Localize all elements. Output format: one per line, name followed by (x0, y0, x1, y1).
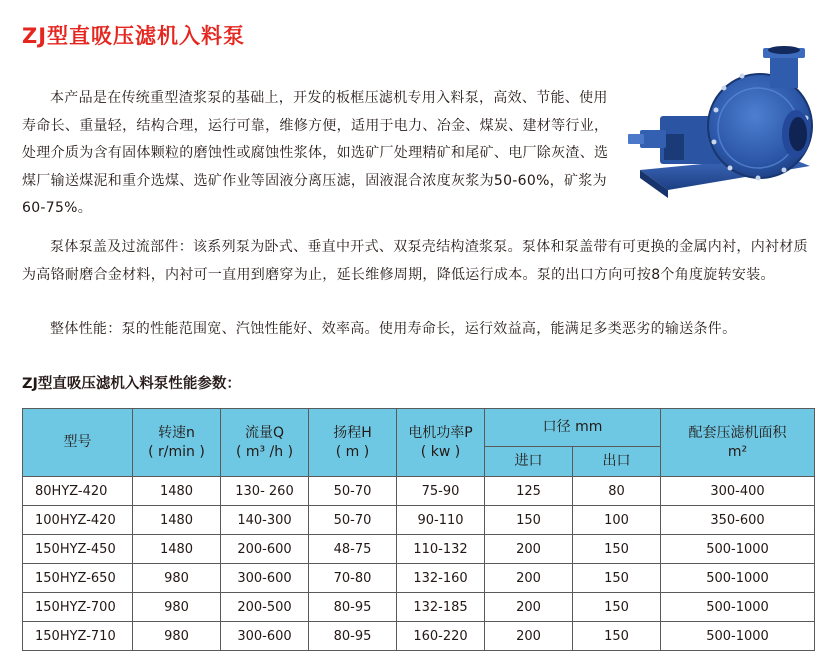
header-speed: 转速n ( r/min ) (133, 409, 221, 477)
page-title: ZJ型直吸压滤机入料泵 (22, 24, 246, 48)
cell-flow: 300-600 (221, 564, 309, 593)
cell-outlet: 80 (573, 477, 661, 506)
cell-speed: 1480 (133, 477, 221, 506)
cell-model: 150HYZ-650 (23, 564, 133, 593)
cell-head: 80-95 (309, 622, 397, 651)
cell-power: 160-220 (397, 622, 485, 651)
cell-speed: 1480 (133, 506, 221, 535)
cell-area: 500-1000 (661, 564, 815, 593)
table-row (23, 564, 815, 593)
cell-flow: 300-600 (221, 622, 309, 651)
cell-head: 80-95 (309, 593, 397, 622)
spec-section-title: ZJ型直吸压滤机入料泵性能参数： (22, 376, 241, 392)
cell-flow: 200-500 (221, 593, 309, 622)
cell-power: 75-90 (397, 477, 485, 506)
spec-table (22, 408, 815, 651)
cell-outlet: 150 (573, 535, 661, 564)
cell-area: 300-400 (661, 477, 815, 506)
cell-model: 150HYZ-700 (23, 593, 133, 622)
cell-flow: 200-600 (221, 535, 309, 564)
table-row (23, 535, 815, 564)
cell-power: 132-185 (397, 593, 485, 622)
header-head: 扬程H ( m ) (309, 409, 397, 477)
cell-power: 132-160 (397, 564, 485, 593)
cell-speed: 980 (133, 564, 221, 593)
cell-inlet: 200 (485, 622, 573, 651)
table-row (23, 477, 815, 506)
cell-inlet: 150 (485, 506, 573, 535)
header-outlet: 出口 (573, 447, 661, 477)
cell-inlet: 200 (485, 593, 573, 622)
header-power: 电机功率P ( kw ) (397, 409, 485, 477)
pump-image (620, 38, 825, 208)
header-area: 配套压滤机面积 m² (661, 409, 815, 477)
table-row (23, 506, 815, 535)
header-diameter: 口径 mm (485, 409, 661, 447)
performance-paragraph: 整体性能：泵的性能范围宽、汽蚀性能好、效率高。使用寿命长，运行效益高，能满足多类恶劣的输送条件。 (50, 321, 737, 337)
cell-head: 50-70 (309, 477, 397, 506)
cell-flow: 130- 260 (221, 477, 309, 506)
cell-area: 350-600 (661, 506, 815, 535)
cell-outlet: 150 (573, 622, 661, 651)
cell-speed: 980 (133, 622, 221, 651)
header-flow: 流量Q ( m³ /h ) (221, 409, 309, 477)
cell-outlet: 150 (573, 564, 661, 593)
cell-outlet: 100 (573, 506, 661, 535)
cell-model: 80HYZ-420 (23, 477, 133, 506)
casing-paragraph: 泵体泵盖及过流部件：该系列泵为卧式、垂直中开式、双泵壳结构渣浆泵。泵体和泵盖带有可更换的金属内衬，内衬材质为高铬耐磨合金材料，内衬可一直用到磨穿为止，延长维修周期，降低运行成本。泵的出口方向可按8个角度旋转安装。 (22, 239, 808, 283)
cell-outlet: 150 (573, 593, 661, 622)
cell-inlet: 200 (485, 564, 573, 593)
table-row (23, 622, 815, 651)
cell-inlet: 200 (485, 535, 573, 564)
cell-inlet: 125 (485, 477, 573, 506)
cell-model: 150HYZ-710 (23, 622, 133, 651)
cell-model: 100HYZ-420 (23, 506, 133, 535)
cell-power: 110-132 (397, 535, 485, 564)
cell-speed: 1480 (133, 535, 221, 564)
intro-paragraph: 本产品是在传统重型渣浆泵的基础上，开发的板框压滤机专用入料泵，高效、节能、使用寿命长、重量轻，结构合理，运行可靠，维修方便，适用于电力、冶金、煤炭、建材等行业，处理介质为含有固体颗粒的磨蚀性或腐蚀性浆体，如选矿厂处理精矿和尾矿、电厂除灰渣、选煤厂输送煤泥和重介选煤、选矿作业等固液分离压滤，固液混合浓度灰浆为50-60%，矿浆为60-75%。 (22, 90, 609, 216)
cell-power: 90-110 (397, 506, 485, 535)
header-model: 型号 (23, 409, 133, 477)
table-row (23, 593, 815, 622)
header-inlet: 进口 (485, 447, 573, 477)
cell-area: 500-1000 (661, 535, 815, 564)
cell-flow: 140-300 (221, 506, 309, 535)
cell-head: 48-75 (309, 535, 397, 564)
cell-speed: 980 (133, 593, 221, 622)
cell-model: 150HYZ-450 (23, 535, 133, 564)
cell-head: 70-80 (309, 564, 397, 593)
cell-area: 500-1000 (661, 593, 815, 622)
cell-area: 500-1000 (661, 622, 815, 651)
cell-head: 50-70 (309, 506, 397, 535)
